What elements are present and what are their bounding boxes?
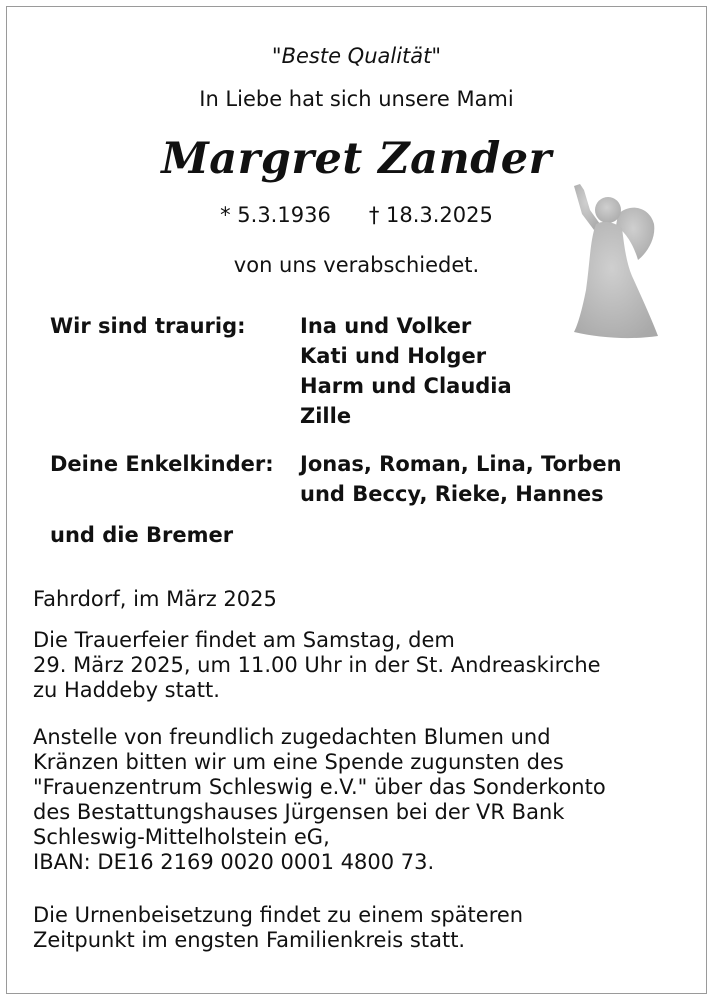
deceased-name: Margret Zander bbox=[161, 134, 552, 184]
donation-line: "Frauenzentrum Schleswig e.V." über das Sonderkonto bbox=[33, 775, 606, 799]
family-member: Zille bbox=[300, 404, 352, 428]
donation-line: Kränzen bitten wir um eine Spende zugunsten des bbox=[33, 750, 564, 774]
donation-line: Anstelle von freundlich zugedachten Blumen und bbox=[33, 725, 551, 749]
donation-line: des Bestattungshauses Jürgensen bei der VR Bank bbox=[33, 800, 565, 824]
family-member: Kati und Holger bbox=[300, 344, 487, 368]
service-line: zu Haddeby statt. bbox=[33, 678, 220, 702]
service-paragraph bbox=[33, 628, 601, 703]
service-line: 29. März 2025, um 11.00 Uhr in der St. Andreaskirche bbox=[33, 653, 601, 677]
grandchildren-names bbox=[300, 449, 622, 509]
burial-paragraph bbox=[33, 903, 523, 953]
angel-figure-icon bbox=[560, 180, 665, 340]
intro-line: In Liebe hat sich unsere Mami bbox=[199, 87, 514, 111]
donation-line: Schleswig-Mittelholstein eG, bbox=[33, 825, 330, 849]
farewell-line: von uns verabschiedet. bbox=[233, 253, 480, 277]
grandchildren-line: und Beccy, Rieke, Hannes bbox=[300, 482, 604, 506]
family-member: Harm und Claudia bbox=[300, 374, 512, 398]
burial-line: Die Urnenbeisetzung findet zu einem späteren bbox=[33, 903, 524, 927]
birth-date: * 5.3.1936 bbox=[220, 203, 331, 227]
service-line: Die Trauerfeier findet am Samstag, dem bbox=[33, 628, 455, 652]
motto: "Beste Qualität" bbox=[271, 44, 442, 68]
family-sad-names bbox=[300, 311, 512, 431]
family-member: Ina und Volker bbox=[300, 314, 472, 338]
place-date-text: Fahrdorf, im März 2025 bbox=[33, 587, 277, 611]
grandchildren-line: Jonas, Roman, Lina, Torben bbox=[300, 452, 622, 476]
donation-paragraph bbox=[33, 725, 606, 875]
death-date: † 18.3.2025 bbox=[368, 203, 493, 227]
place-date bbox=[33, 587, 277, 612]
others-line: und die Bremer bbox=[50, 523, 234, 547]
family-sad-label: Wir sind traurig: bbox=[50, 314, 246, 338]
burial-line: Zeitpunkt im engsten Familienkreis statt. bbox=[33, 928, 466, 952]
iban-line: IBAN: DE16 2169 0020 0001 4800 73. bbox=[33, 850, 435, 874]
grandchildren-label: Deine Enkelkinder: bbox=[50, 452, 274, 476]
